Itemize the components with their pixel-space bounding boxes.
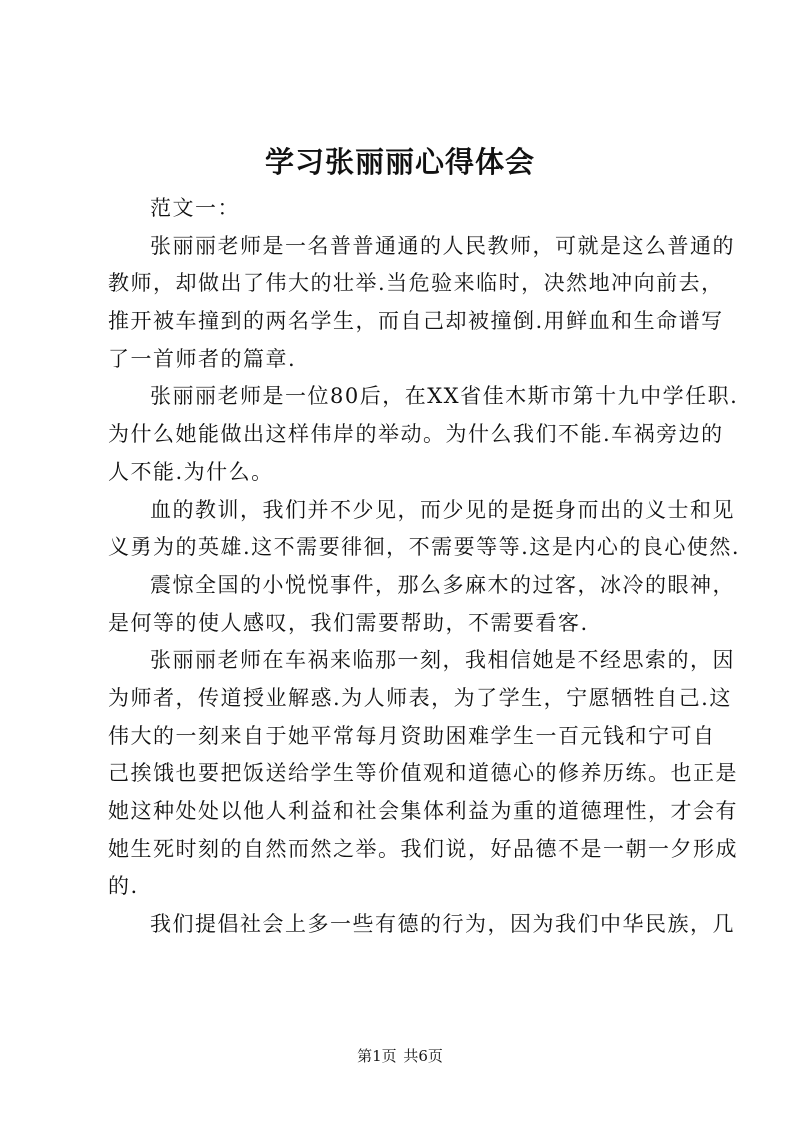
text-line: 为什么她能做出这样伟岸的举动。为什么我们不能.车祸旁边的	[108, 422, 724, 447]
text-line: 范文一：	[150, 196, 240, 220]
text-line: 震惊全国的小悦悦事件，那么多麻木的过客，冰冷的眼神，	[150, 572, 735, 597]
page-number-footer: 第1页 共6页	[357, 1047, 443, 1065]
document-body	[108, 190, 741, 944]
text-line: 伟大的一刻来自于她平常每月资助困难学生一百元钱和宁可自	[108, 723, 716, 748]
text-line: 是何等的使人感叹，我们需要帮助，不需要看客.	[108, 610, 589, 635]
text-line: 张丽丽老师在车祸来临那一刻，我相信她是不经思索的，因	[150, 648, 735, 673]
text-line: 为师者，传道授业解惑.为人师表，为了学生，宁愿牺牲自己.这	[108, 685, 732, 710]
document-title: 学习张丽丽心得体会	[264, 145, 535, 179]
text-line: 她这种处处以他人利益和社会集体利益为重的道德理性，才会有	[108, 799, 738, 823]
text-line: 她生死时刻的自然而然之举。我们说，好品德不是一朝一夕形成	[108, 836, 738, 861]
text-line: 血的教训，我们并不少见，而少见的是挺身而出的义士和见	[150, 497, 735, 522]
text-line: 了一首师者的篇章.	[108, 346, 297, 371]
text-line: 教师，却做出了伟大的壮举.当危验来临时，决然地冲向前去，	[108, 271, 724, 296]
text-line: 推开被车撞到的两名学生，而自己却被撞倒.用鲜血和生命谱写	[108, 309, 724, 334]
text-line: 张丽丽老师是一位80后，在XX省佳木斯市第十九中学任职.	[150, 384, 739, 409]
text-line: 己挨饿也要把饭送给学生等价值观和道德心的修养历练。也正是	[108, 761, 738, 786]
text-line: 张丽丽老师是一名普普通通的人民教师，可就是这么普通的	[150, 233, 735, 258]
text-line: 我们提倡社会上多一些有德的行为，因为我们中华民族，几	[150, 912, 735, 937]
text-line: 人不能.为什么。	[108, 459, 274, 484]
text-line: 的.	[108, 874, 139, 899]
text-line: 义勇为的英雄.这不需要徘徊，不需要等等.这是内心的良心使然.	[108, 535, 741, 560]
